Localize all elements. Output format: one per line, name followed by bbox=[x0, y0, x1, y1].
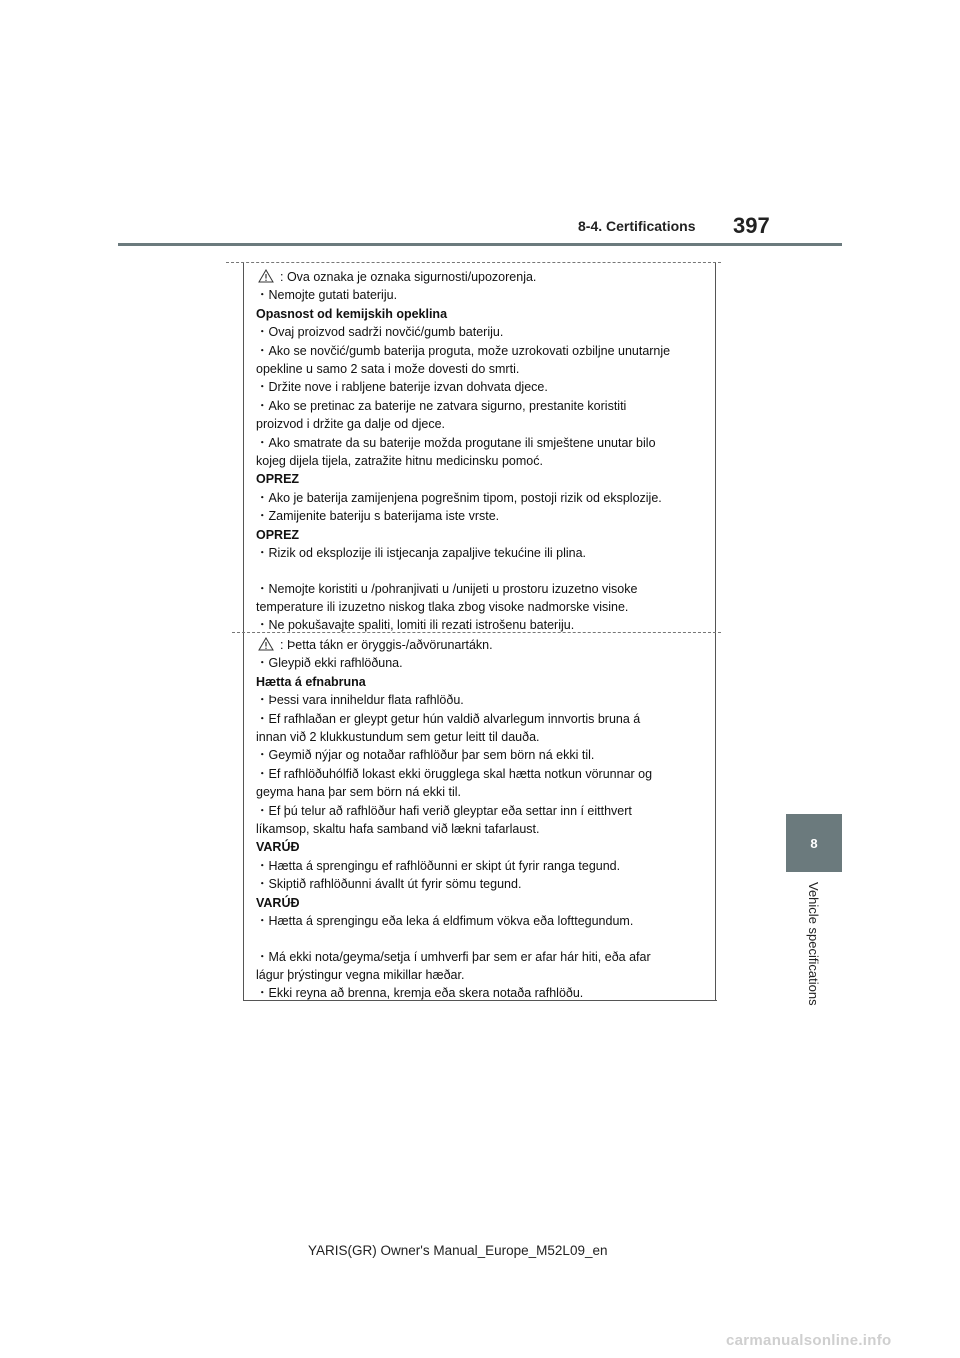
croatian-warning-lines bbox=[256, 286, 704, 634]
warning-heading: VARÚÐ bbox=[256, 840, 300, 855]
manual-footer: YARIS(GR) Owner's Manual_Europe_M52L09_en bbox=[308, 1243, 608, 1258]
warning-text-line: ・Þessi vara inniheldur flata rafhlöðu. bbox=[256, 693, 464, 708]
section-header-title: 8-4. Certifications bbox=[578, 218, 696, 234]
warning-text-line: ・Geymið nýjar og notaðar rafhlöður þar sem börn ná ekki til. bbox=[256, 748, 595, 763]
warning-text-line: ・Ef þú telur að rafhlöður hafi verið gleyptar eða settar inn í eitthvert bbox=[256, 803, 632, 818]
page-number: 397 bbox=[733, 213, 770, 238]
chapter-tab bbox=[786, 814, 842, 872]
warning-heading: Hætta á efnabruna bbox=[256, 674, 366, 689]
warning-text-line: kojeg dijela tijela, zatražite hitnu medicinsku pomoć. bbox=[256, 454, 543, 469]
warning-text-line: ・Hætta á sprengingu ef rafhlöðunni er skipt út fyrir ranga tegund. bbox=[256, 858, 621, 873]
warning-text-line: ・Nemojte gutati bateriju. bbox=[256, 288, 398, 303]
warning-triangle-icon bbox=[258, 637, 274, 651]
blank-line bbox=[256, 931, 704, 948]
warning-heading: OPREZ bbox=[256, 527, 300, 542]
symbol-definition bbox=[256, 636, 704, 654]
warning-text-line: opekline u samo 2 sata i može dovesti do smrti. bbox=[256, 362, 520, 377]
symbol-definition-text: : Þetta tákn er öryggis-/aðvörunartákn. bbox=[280, 638, 493, 652]
warning-heading: OPREZ bbox=[256, 472, 300, 487]
warning-text-line: ・Ef rafhlöðuhólfið lokast ekki örugglega skal hætta notkun vörunnar og bbox=[256, 766, 653, 781]
warning-heading: VARÚÐ bbox=[256, 895, 300, 910]
warning-text-line: ・Ovaj proizvod sadrži novčić/gumb bateriju. bbox=[256, 325, 504, 340]
warning-text-line: lágur þrýstingur vegna mikillar hæðar. bbox=[256, 967, 465, 982]
warning-text-line: ・Zamijenite bateriju s baterijama iste vrste. bbox=[256, 509, 500, 524]
warning-text-line: líkamsop, skaltu hafa samband við lækni tafarlaust. bbox=[256, 822, 540, 837]
warning-text-line: ・Má ekki nota/geyma/setja í umhverfi þar sem er afar hár hiti, eða afar bbox=[256, 949, 651, 964]
warning-text-line: geyma hana þar sem börn ná ekki til. bbox=[256, 785, 461, 800]
warning-text-line: ・Skiptið rafhlöðunni ávallt út fyrir sömu tegund. bbox=[256, 877, 522, 892]
warning-text-line: ・Ekki reyna að brenna, kremja eða skera notaða rafhlöðu. bbox=[256, 986, 584, 1001]
warning-text-line: ・Ako se novčić/gumb baterija proguta, može uzrokovati ozbiljne unutarnje bbox=[256, 343, 671, 358]
warning-text-line: ・Ako smatrate da su baterije možda progutane ili smještene unutar bilo bbox=[256, 435, 656, 450]
croatian-warning-section bbox=[256, 268, 704, 635]
warning-text-line: ・Držite nove i rabljene baterije izvan dohvata djece. bbox=[256, 380, 548, 395]
symbol-definition-text: : Ova oznaka je oznaka sigurnosti/upozorenja. bbox=[280, 270, 537, 284]
blank-line bbox=[256, 563, 704, 580]
warning-text-line: ・Rizik od eksplozije ili istjecanja zapaljive tekućine ili plina. bbox=[256, 546, 587, 561]
warning-text-line: ・Hætta á sprengingu eða leka á eldfimum vökva eða lofttegundum. bbox=[256, 914, 634, 929]
warning-text-line: ・Ne pokušavajte spaliti, lomiti ili rezati istrošenu bateriju. bbox=[256, 618, 575, 633]
warning-text-line: proizvod i držite ga dalje od djece. bbox=[256, 417, 446, 432]
warning-text-line: temperature ili izuzetno niskog tlaka zbog visoke nadmorske visine. bbox=[256, 599, 629, 614]
icelandic-warning-section bbox=[256, 636, 704, 1003]
warning-text-line: ・Ako se pretinac za baterije ne zatvara sigurno, prestanite koristiti bbox=[256, 398, 627, 413]
chapter-side-label: Vehicle specifications bbox=[806, 882, 821, 1006]
warning-heading: Opasnost od kemijskih opeklina bbox=[256, 306, 448, 321]
warning-text-line: ・Ef rafhlaðan er gleypt getur hún valdið alvarlegum innvortis bruna á bbox=[256, 711, 641, 726]
warning-text-line: ・Nemojte koristiti u /pohranjivati u /unijeti u prostoru izuzetno visoke bbox=[256, 581, 638, 596]
box-top-divider bbox=[226, 262, 721, 263]
warning-text-line: innan við 2 klukkustundum sem getur leitt til dauða. bbox=[256, 730, 540, 745]
header-divider bbox=[118, 243, 842, 246]
site-watermark: carmanualsonline.info bbox=[726, 1332, 892, 1349]
symbol-definition bbox=[256, 268, 704, 286]
warning-triangle-icon bbox=[258, 269, 274, 283]
chapter-number: 8 bbox=[810, 835, 818, 851]
warning-text-line: ・Gleypið ekki rafhlöðuna. bbox=[256, 656, 403, 671]
warning-text-line: ・Ako je baterija zamijenjena pogrešnim tipom, postoji rizik od eksplozije. bbox=[256, 490, 662, 505]
icelandic-warning-lines bbox=[256, 654, 704, 1002]
